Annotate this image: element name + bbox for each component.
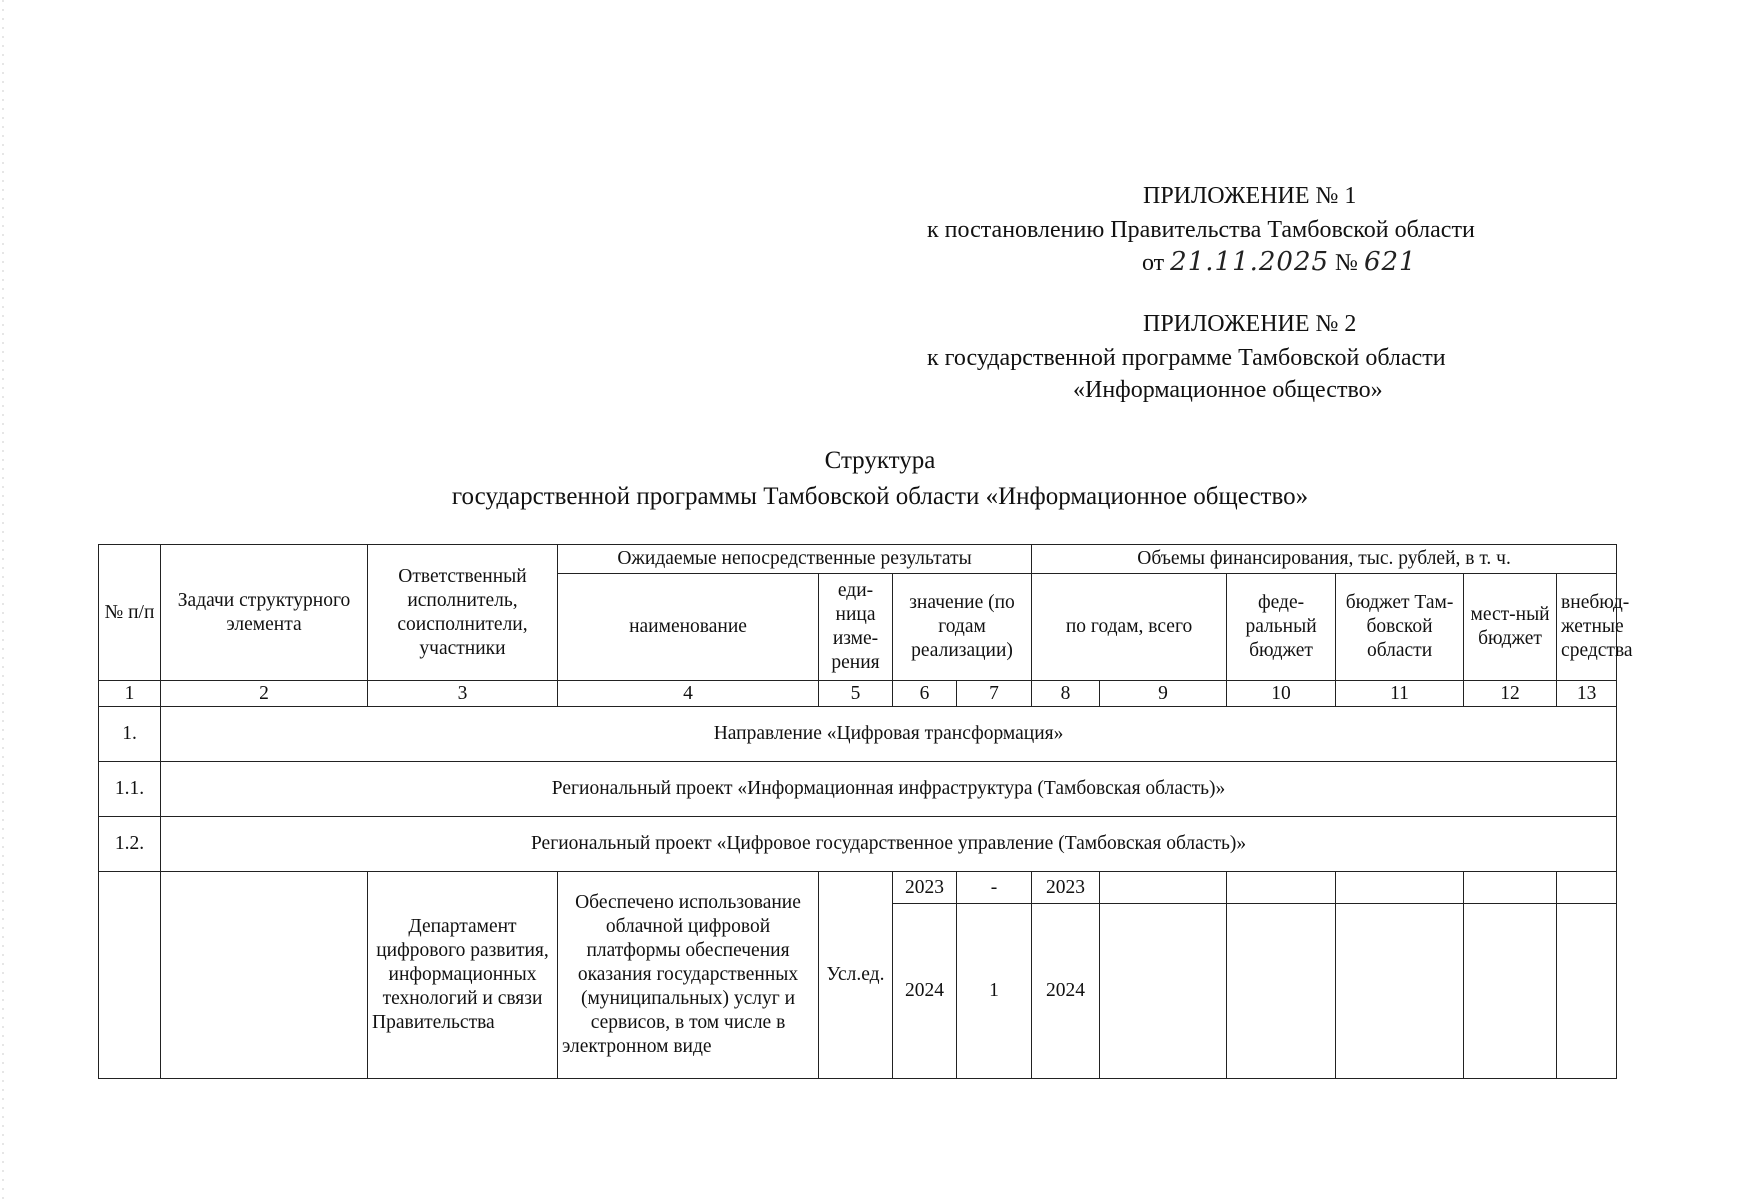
data-num-cell [99,872,161,1079]
header-local: мест-ный бюджет [1464,574,1557,681]
data-fin-total [1100,872,1227,904]
appendix1-date-line [1142,246,1417,279]
section-title: Направление «Цифровая трансформация» [161,707,1617,762]
appendix2-subtitle: к государственной программе Тамбовской области [927,345,1446,371]
header-tasks: Задачи структурного элемента [161,545,368,681]
header-by-years: по годам, всего [1032,574,1227,681]
data-result-name: Обеспечено использование облачной цифровой платформы обеспечения оказания государственных (муниципальных) услуг и сервисов, в том числе в электронном виде [558,872,819,1079]
data-fin-year: 2024 [1032,904,1100,1079]
section-row [99,762,1617,817]
col-number: 13 [1557,681,1617,707]
col-number: 8 [1032,681,1100,707]
section-row [99,707,1617,762]
section-title: Региональный проект «Цифровое государственное управление (Тамбовская область)» [161,817,1617,872]
section-title: Региональный проект «Информационная инфраструктура (Тамбовская область)» [161,762,1617,817]
appendix2-title: ПРИЛОЖЕНИЕ № 2 [1143,311,1357,337]
section-num: 1.2. [99,817,161,872]
data-year: 2023 [893,872,957,904]
header-extrabudget: внебюд-жетные средства [1557,574,1617,681]
data-fin-federal [1227,872,1336,904]
document-subtitle: государственной программы Тамбовской области «Информационное общество» [451,483,1309,510]
data-fin-local [1464,872,1557,904]
header-responsible: Ответственный исполнитель, соисполнители, участники [368,545,558,681]
header-federal: феде-ральный бюджет [1227,574,1336,681]
col-number: 2 [161,681,368,707]
data-tasks-cell [161,872,368,1079]
data-value: - [957,872,1032,904]
data-fin-extra [1557,904,1617,1079]
col-number: 4 [558,681,819,707]
section-num: 1.1. [99,762,161,817]
data-row [99,872,1617,904]
appendix1-title: ПРИЛОЖЕНИЕ № 1 [1143,183,1357,209]
document-title: Структура [824,447,936,474]
data-unit: Усл.ед. [819,872,893,1079]
col-number: 7 [957,681,1032,707]
data-fin-total [1100,904,1227,1079]
col-number: 1 [99,681,161,707]
col-number: 11 [1336,681,1464,707]
data-fin-extra [1557,872,1617,904]
header-expected-results: Ожидаемые непосредственные результаты [558,545,1032,574]
section-row [99,817,1617,872]
data-fin-federal [1227,904,1336,1079]
header-num: № п/п [99,545,161,681]
from-label: от [1142,250,1165,276]
header-unit: еди-ница изме-рения [819,574,893,681]
header-name: наименование [558,574,819,681]
col-number: 10 [1227,681,1336,707]
header-value: значение (по годам реализации) [893,574,1032,681]
structure-table [98,544,1633,1079]
data-responsible: Департамент цифрового развития, информационных технологий и связи Правительства [368,872,558,1079]
handwritten-date: 21.11.2025 [1170,247,1330,277]
col-number: 12 [1464,681,1557,707]
data-year: 2024 [893,904,957,1079]
column-numbers-row [99,681,1617,707]
col-number: 9 [1100,681,1227,707]
handwritten-number: 621 [1363,247,1417,277]
col-number: 5 [819,681,893,707]
section-num: 1. [99,707,161,762]
data-value: 1 [957,904,1032,1079]
data-fin-year: 2023 [1032,872,1100,904]
header-regional: бюджет Там-бовской области [1336,574,1464,681]
data-fin-regional [1336,872,1464,904]
data-fin-regional [1336,904,1464,1079]
data-fin-local [1464,904,1557,1079]
appendix1-subtitle: к постановлению Правительства Тамбовской области [927,217,1475,243]
col-number: 6 [893,681,957,707]
number-label: № [1335,250,1358,276]
header-funding: Объемы финансирования, тыс. рублей, в т. ч. [1032,545,1617,574]
scan-edge-marks [2,0,4,1200]
col-number: 3 [368,681,558,707]
appendix2-program-name: «Информационное общество» [1073,377,1383,403]
